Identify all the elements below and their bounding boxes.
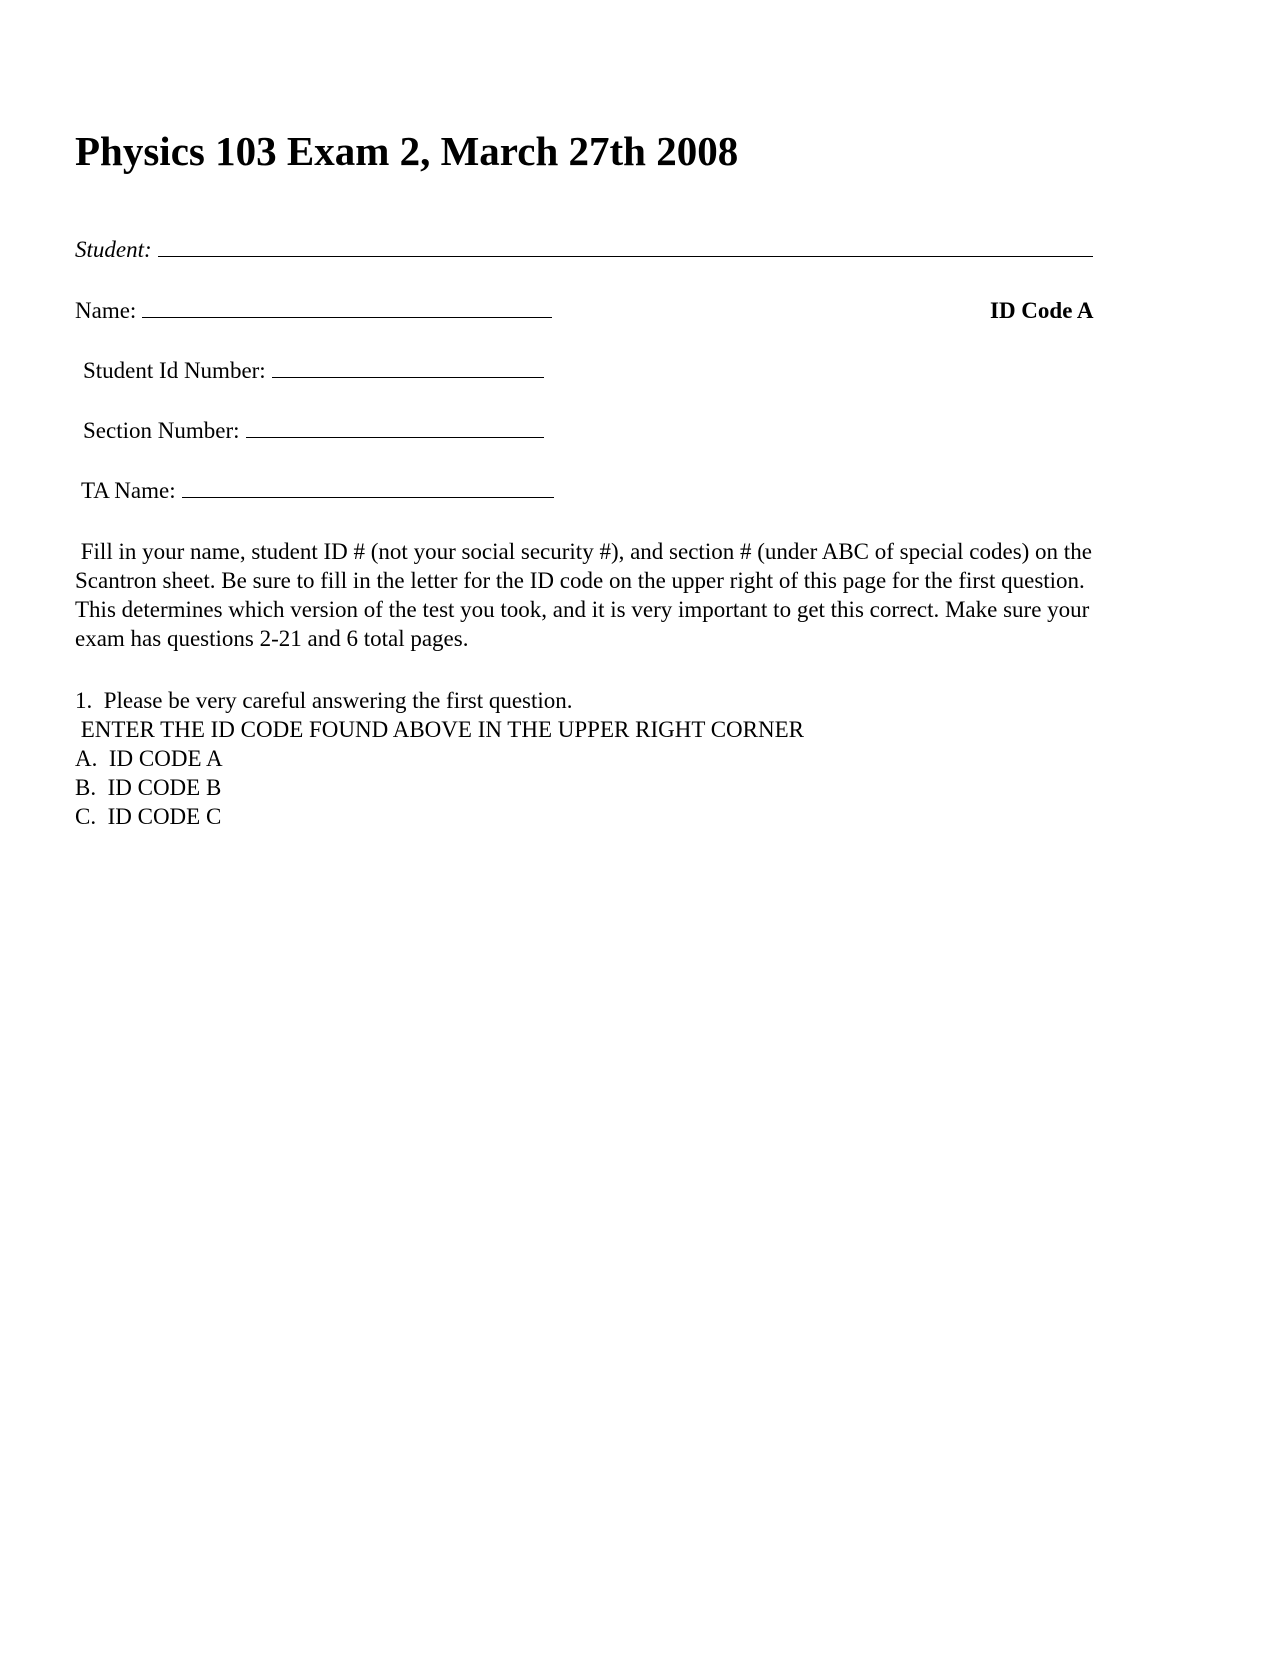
section-number-blank-line <box>246 417 544 438</box>
question-1 <box>75 686 804 831</box>
name-label: Name: <box>75 298 137 323</box>
ta-name-field <box>81 477 554 505</box>
page-title: Physics 103 Exam 2, March 27th 2008 <box>75 128 739 174</box>
question-1-prompt: 1. Please be very careful answering the first question. <box>75 688 573 713</box>
question-1-instruction: ENTER THE ID CODE FOUND ABOVE IN THE UPPER RIGHT CORNER <box>75 717 804 742</box>
instructions-paragraph <box>75 537 1195 653</box>
ta-name-label: TA Name: <box>81 478 176 503</box>
instructions-line: exam has questions 2-21 and 6 total pages. <box>75 626 469 651</box>
question-1-option-a: A. ID CODE A <box>75 746 223 771</box>
instructions-line: Fill in your name, student ID # (not your social security #), and section # (under ABC of special codes) on the <box>75 539 1092 564</box>
student-id-label: Student Id Number: <box>83 358 266 383</box>
instructions-line: This determines which version of the test you took, and it is very important to get this correct. Make sure your <box>75 597 1090 622</box>
question-1-option-c: C. ID CODE C <box>75 804 222 829</box>
instructions-line: Scantron sheet. Be sure to fill in the letter for the ID code on the upper right of this page for the first question. <box>75 568 1085 593</box>
question-1-option-b: B. ID CODE B <box>75 775 222 800</box>
student-label: Student: <box>75 237 152 262</box>
ta-name-blank-line <box>182 477 554 498</box>
id-code-label: ID Code A <box>990 298 1094 323</box>
student-blank-line <box>158 236 1093 257</box>
student-id-field <box>83 357 544 385</box>
section-number-field <box>83 417 544 445</box>
name-field <box>75 297 552 325</box>
section-number-label: Section Number: <box>83 418 240 443</box>
student-id-blank-line <box>272 357 544 378</box>
student-field <box>75 236 1093 264</box>
name-blank-line <box>142 297 552 318</box>
